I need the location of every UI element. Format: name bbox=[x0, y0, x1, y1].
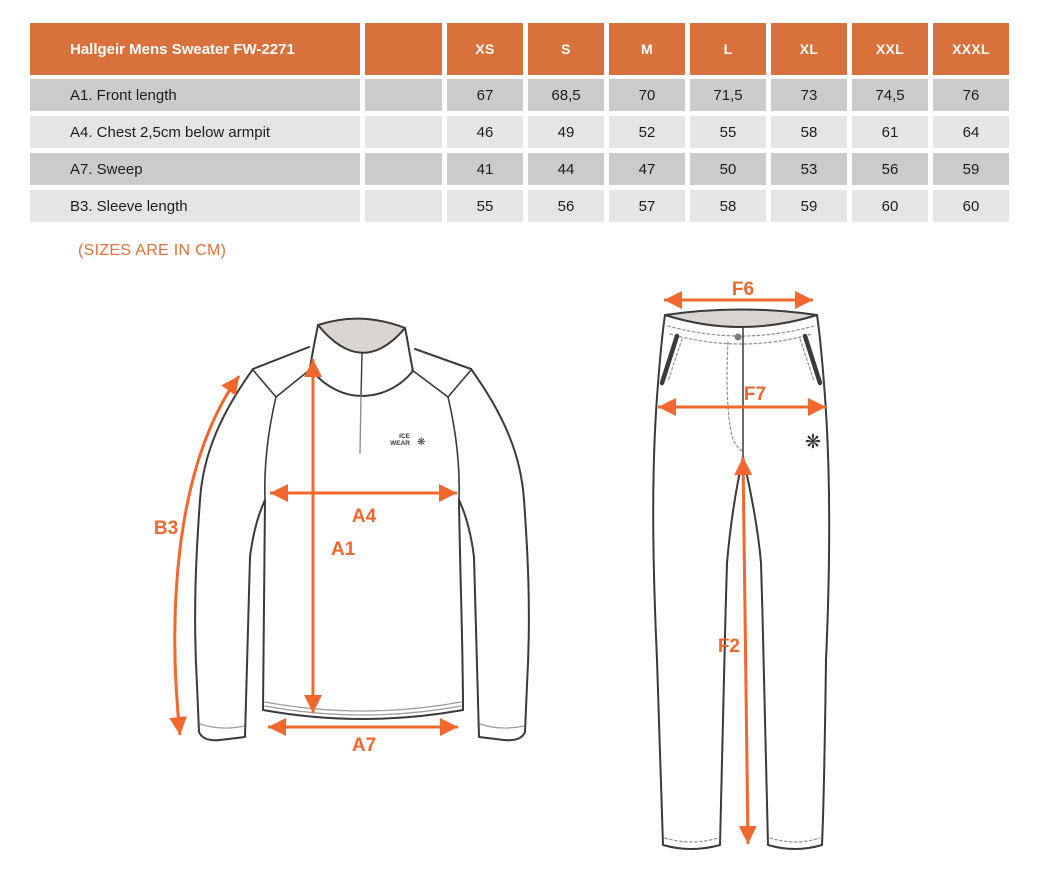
f2-arrow bbox=[743, 457, 748, 844]
size-chart-table bbox=[30, 23, 1009, 227]
value-cell: 57 bbox=[609, 190, 685, 222]
waist-opening bbox=[665, 310, 817, 328]
legs-outline bbox=[653, 315, 829, 849]
sweater-diagram bbox=[140, 285, 540, 885]
zipper-line-lower bbox=[360, 396, 361, 453]
value-cell: 56 bbox=[528, 190, 604, 222]
value-cell: 55 bbox=[447, 190, 523, 222]
left-sleeve bbox=[195, 369, 265, 740]
zipper-line bbox=[361, 353, 362, 396]
value-cell: 59 bbox=[933, 153, 1009, 185]
svg-text:WEAR: WEAR bbox=[390, 440, 410, 447]
row-label: A4. Chest 2,5cm below armpit bbox=[30, 116, 360, 148]
f2-label: F2 bbox=[717, 636, 740, 657]
table-header-row bbox=[30, 23, 1009, 75]
value-cell: 41 bbox=[447, 153, 523, 185]
value-cell: 70 bbox=[609, 79, 685, 111]
pants-outline bbox=[653, 310, 829, 850]
row-spacer bbox=[365, 79, 442, 111]
row-label: A1. Front length bbox=[30, 79, 360, 111]
value-cell: 53 bbox=[771, 153, 847, 185]
b3-arrow bbox=[175, 376, 239, 735]
size-header-l: L bbox=[690, 23, 766, 75]
waist-button bbox=[735, 334, 742, 341]
body-outline bbox=[263, 500, 463, 719]
size-header-xl: XL bbox=[771, 23, 847, 75]
value-cell: 60 bbox=[852, 190, 928, 222]
value-cell: 61 bbox=[852, 116, 928, 148]
value-cell: 76 bbox=[933, 79, 1009, 111]
value-cell: 49 bbox=[528, 116, 604, 148]
row-label: A7. Sweep bbox=[30, 153, 360, 185]
collar-inner bbox=[318, 319, 405, 353]
value-cell: 58 bbox=[690, 190, 766, 222]
row-spacer bbox=[365, 190, 442, 222]
table-header-spacer bbox=[365, 23, 442, 75]
value-cell: 46 bbox=[447, 116, 523, 148]
value-cell: 44 bbox=[528, 153, 604, 185]
value-cell: 56 bbox=[852, 153, 928, 185]
value-cell: 47 bbox=[609, 153, 685, 185]
value-cell: 52 bbox=[609, 116, 685, 148]
table-row bbox=[30, 190, 1009, 222]
value-cell: 50 bbox=[690, 153, 766, 185]
b3-label: B3 bbox=[153, 518, 179, 539]
value-cell: 74,5 bbox=[852, 79, 928, 111]
value-cell: 58 bbox=[771, 116, 847, 148]
size-header-xxl: XXL bbox=[852, 23, 928, 75]
value-cell: 55 bbox=[690, 116, 766, 148]
row-spacer bbox=[365, 116, 442, 148]
value-cell: 59 bbox=[771, 190, 847, 222]
a4-label: A4 bbox=[351, 506, 377, 527]
f6-label: F6 bbox=[731, 280, 755, 300]
pants-diagram bbox=[620, 280, 1037, 880]
table-row bbox=[30, 116, 1009, 148]
table-row bbox=[30, 79, 1009, 111]
row-label: B3. Sleeve length bbox=[30, 190, 360, 222]
a1-label: A1 bbox=[331, 539, 356, 560]
size-header-s: S bbox=[528, 23, 604, 75]
sizes-note: (SIZES ARE IN CM) bbox=[78, 242, 227, 259]
table-title: Hallgeir Mens Sweater FW-2271 bbox=[30, 23, 360, 75]
a7-label: A7 bbox=[351, 735, 377, 756]
svg-text:ICE: ICE bbox=[399, 433, 410, 440]
size-header-xxxl: XXXL bbox=[933, 23, 1009, 75]
value-cell: 73 bbox=[771, 79, 847, 111]
size-header-m: M bbox=[609, 23, 685, 75]
sweater-outline bbox=[195, 319, 529, 741]
value-cell: 60 bbox=[933, 190, 1009, 222]
snowflake-icon: ❋ bbox=[417, 437, 426, 448]
value-cell: 64 bbox=[933, 116, 1009, 148]
icewear-logo bbox=[390, 433, 425, 448]
row-spacer bbox=[365, 153, 442, 185]
snowflake-icon: ❋ bbox=[805, 432, 821, 453]
table-row bbox=[30, 153, 1009, 185]
size-header-xs: XS bbox=[447, 23, 523, 75]
value-cell: 71,5 bbox=[690, 79, 766, 111]
right-sleeve bbox=[459, 369, 529, 740]
value-cell: 68,5 bbox=[528, 79, 604, 111]
value-cell: 67 bbox=[447, 79, 523, 111]
f7-label: F7 bbox=[743, 384, 767, 405]
